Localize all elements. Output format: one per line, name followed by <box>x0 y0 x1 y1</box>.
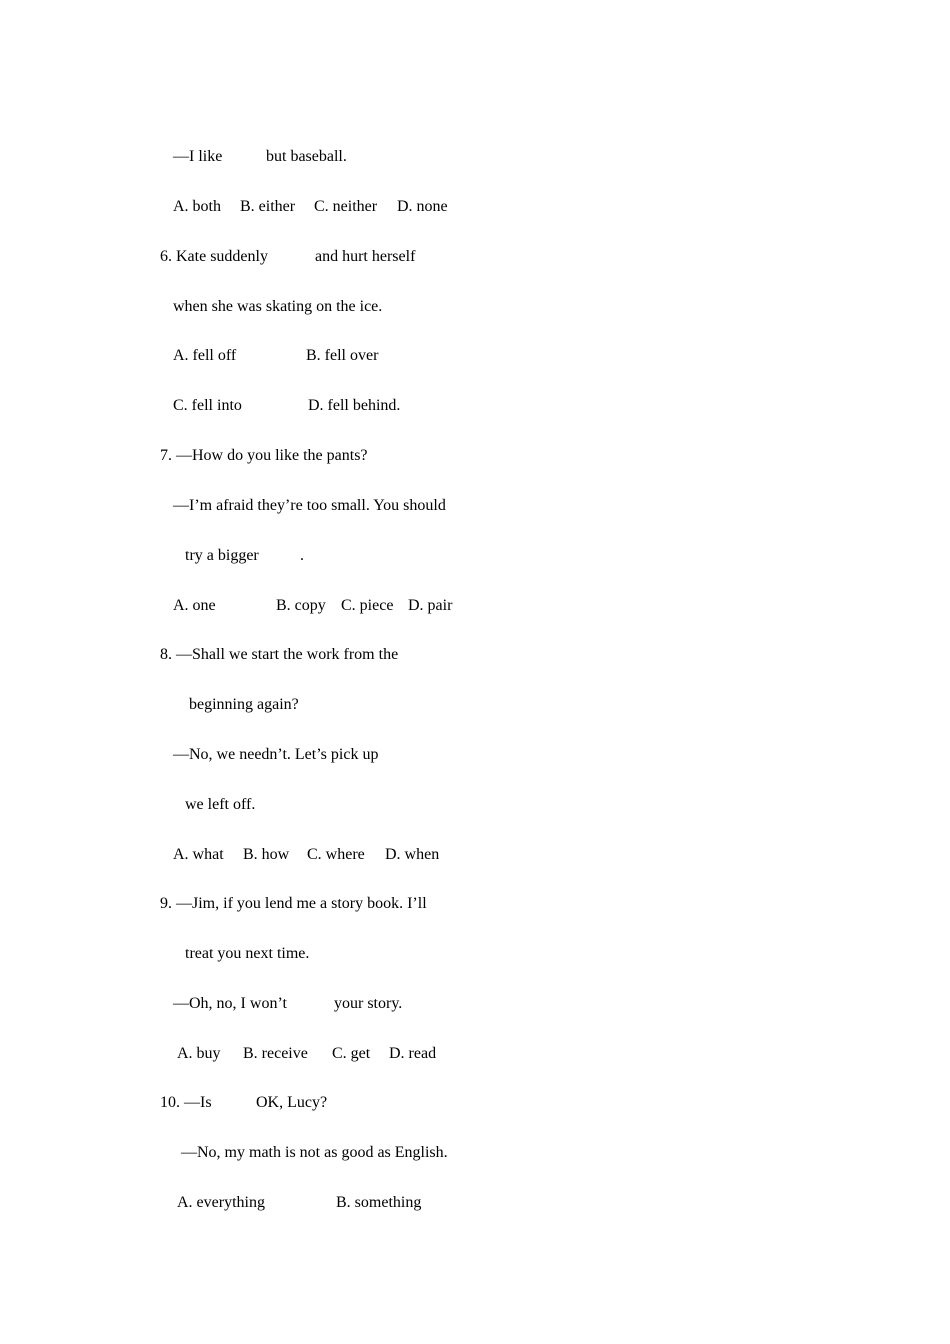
option-d: D. pair <box>408 597 453 614</box>
text-segment: but baseball. <box>266 148 347 165</box>
text-segment: we left off. <box>185 796 256 813</box>
option-b: B. how <box>243 846 290 863</box>
option-a: A. one <box>173 597 216 614</box>
text-segment: —No, we needn’t. Let’s pick up <box>173 746 379 763</box>
option-b: B. copy <box>276 597 326 614</box>
option-c: C. where <box>307 846 365 863</box>
text-segment: —I’m afraid they’re too small. You should <box>173 497 446 514</box>
text-segment: OK, Lucy? <box>256 1094 328 1111</box>
text-segment: your story. <box>334 995 403 1012</box>
option-d: D. none <box>397 198 448 215</box>
option-a: A. everything <box>177 1194 265 1211</box>
text-segment: . <box>300 547 304 564</box>
option-b: B. something <box>336 1194 422 1211</box>
text-segment: —No, my math is not as good as English. <box>181 1144 448 1161</box>
text-segment: beginning again? <box>189 696 299 713</box>
option-b: B. fell over <box>306 347 379 364</box>
option-c: C. piece <box>341 597 394 614</box>
text-segment: 7. —How do you like the pants? <box>160 447 368 464</box>
option-line <box>320 1173 421 1233</box>
option-c: C. get <box>332 1045 371 1062</box>
text-segment: —Oh, no, I won’t <box>173 995 287 1012</box>
option-d: D. when <box>385 846 440 863</box>
option-line <box>161 1173 265 1233</box>
text-segment: treat you next time. <box>185 945 310 962</box>
text-segment: when she was skating on the ice. <box>173 298 383 315</box>
option-d: D. fell behind. <box>308 397 401 414</box>
text-segment: 8. —Shall we start the work from the <box>160 646 399 663</box>
text-segment: 10. —Is <box>160 1094 212 1111</box>
text-segment: and hurt herself <box>315 248 416 265</box>
option-a: A. both <box>173 198 221 215</box>
option-b: B. either <box>240 198 296 215</box>
option-c: C. fell into <box>173 397 242 414</box>
text-segment: —I like <box>173 148 223 165</box>
option-c: C. neither <box>314 198 378 215</box>
option-line <box>373 1024 436 1084</box>
text-segment: 6. Kate suddenly <box>160 248 268 265</box>
option-a: A. buy <box>177 1045 221 1062</box>
text-segment: 9. —Jim, if you lend me a story book. I’ll <box>160 895 427 912</box>
option-d: D. read <box>389 1045 437 1062</box>
text-segment: try a bigger <box>185 547 259 564</box>
option-line <box>392 576 452 636</box>
option-a: A. fell off <box>173 347 237 364</box>
option-b: B. receive <box>243 1045 308 1062</box>
option-a: A. what <box>173 846 224 863</box>
